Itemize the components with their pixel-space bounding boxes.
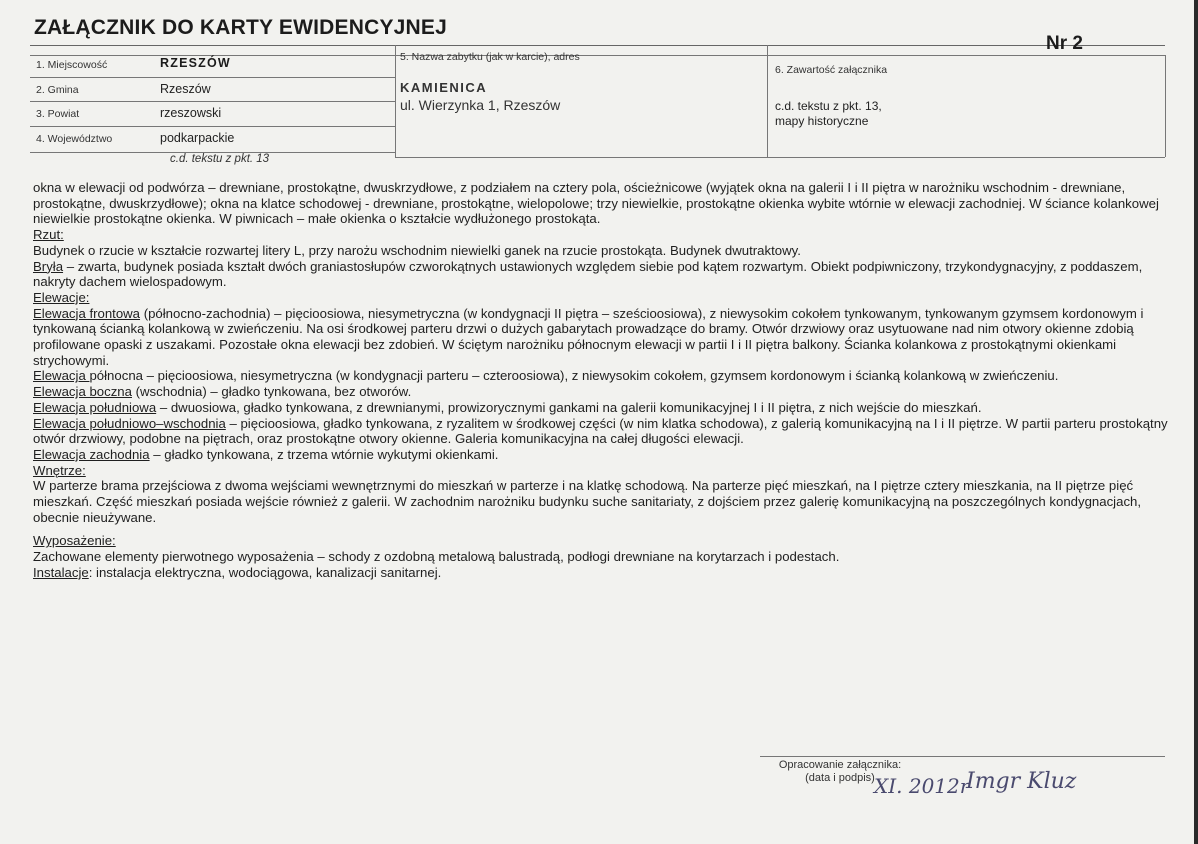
field-value-wojewodztwo: podkarpackie — [160, 131, 235, 145]
document-body — [33, 180, 1173, 581]
title-underline — [30, 45, 1165, 46]
heading-elewacja-frontowa: Elewacja frontowa — [33, 305, 141, 321]
field-label-miejscowosc: 1. Miejscowość — [36, 59, 108, 71]
heading-wyposazenie: Wyposażenie: — [33, 533, 116, 549]
date-signature-label: (data i podpis) — [805, 772, 875, 784]
signature-top-line — [760, 756, 1165, 757]
form-divider — [1165, 55, 1166, 157]
heading-elewacja-boczna: Elewacja boczna — [33, 384, 132, 400]
heading-rzut: Rzut: — [33, 227, 64, 243]
field-label-wojewodztwo: 4. Województwo — [36, 133, 113, 145]
content-line-1: c.d. tekstu z pkt. 13, — [775, 99, 882, 113]
form-divider — [395, 45, 396, 157]
heading-elewacja-polnocna: Elewacja — [33, 368, 90, 384]
paragraph-rzut: Budynek o rzucie w kształcie rozwartej litery L, przy narożu wschodnim niewielki ganek na rzucie prostokąta. Budynek dwutraktowy. — [33, 242, 801, 258]
heading-elewacja-zachodnia: Elewacja zachodnia — [33, 446, 150, 462]
heading-elewacja-pld-wsch: Elewacja południowo–wschodnia — [33, 415, 226, 431]
paragraph-elewacja-pld-wsch: – pięcioosiowa, gładko tynkowana, z ryzalitem w środkowej części (w nim klatka schodowa), z galerią komunikacyjną na I i II piętrze. W partii parteru prostokątny otwór drzwiowy, podobne na piętrach, oraz prostokątne otwory okienne. Galeria komunikacyjna na całej długości elewacji. — [33, 415, 1168, 447]
paragraph-elewacja-frontowa: (północno-zachodnia) – pięcioosiowa, niesymetryczna (w kondygnacji II piętra – sześcioosiowa), z niewysokim cokołem tynkowanym, tynkowanym gzymsem kordonowym i tynkowaną ścianką kolankową w zwieńczeniu. Na osi środkowej parteru drzwi o dużych gabarytach prowadzące do bramy. Otwór drzwiowy oraz usytuowane nad nim otwory okienne zdobią profilowane opaski z uszakami. Pozostałe okna elewacji bez zdobień. W ściętym narożniku północnym elewacji w partii I i II piętra balkony. Ścianka kolankowa z prostokątnymi okienkami strychowymi. — [33, 305, 1144, 368]
form-row-line — [30, 101, 395, 102]
form-bottom-line — [395, 157, 1165, 158]
heading-instalacje: Instalacje — [33, 564, 89, 580]
form-divider — [767, 45, 768, 157]
form-row-line — [30, 77, 395, 78]
paragraph-okna: okna w elewacji od podwórza – drewniane, prostokątne, dwuskrzydłowe, z podziałem na cztery pola, ościeżnicowe (wyjątek okna na galerii I i II piętra w narożniku wschodnim - drewniane, prostokątne, dwuskrzydłowe); okna na klatce schodowej - drewniane, prostokątne, wielopolowe; trzy niewielkie, prostokątne okienka wybite wtórnie w elewacji zachodniej. W ściance kolankowej niewielkie prostokątne okienka. W piwnicach – małe okienka o kształcie wydłużonego prostokąta. — [33, 180, 1159, 227]
form-row-line — [30, 126, 395, 127]
attachment-number: Nr 2 — [1046, 33, 1083, 54]
field-label-gmina: 2. Gmina — [36, 84, 79, 96]
content-label: 6. Zawartość załącznika — [775, 64, 888, 76]
monument-name: KAMIENICA — [400, 80, 488, 95]
field-value-miejscowosc: RZESZÓW — [160, 56, 231, 70]
paragraph-elewacja-zachodnia: – gładko tynkowana, z trzema wtórnie wykutymi okienkami. — [149, 446, 499, 462]
paragraph-bryla: – zwarta, budynek posiada kształt dwóch graniastosłupów czworokątnych ustawionych względem siebie pod kątem rozwartym. Obiekt podpiwniczony, trzykondygnacyjny, z poddaszem, nakryty dachem wielospadowym. — [33, 258, 1143, 290]
paragraph-elewacja-boczna: (wschodnia) – gładko tynkowana, bez otworów. — [131, 384, 412, 400]
page-title: ZAŁĄCZNIK DO KARTY EWIDENCYJNEJ — [34, 16, 448, 39]
paragraph-elewacja-poludniowa: – dwuosiowa, gładko tynkowana, z drewnianymi, prowizorycznymi gankami na galerii komunikacyjnej I i II piętra, z nich wejście do mieszkań. — [156, 399, 982, 415]
paragraph-wyposazenie: Zachowane elementy pierwotnego wyposażenia – schody z ozdobną metalową balustradą, podłogi drewniane na korytarzach i podestach. — [33, 549, 840, 565]
handwritten-signature: Imgr Kluz — [966, 769, 1077, 794]
content-line-2: mapy historyczne — [775, 114, 869, 128]
heading-elewacje: Elewacje: — [33, 289, 90, 305]
continuation-note: c.d. tekstu z pkt. 13 — [170, 153, 270, 165]
scan-edge — [1194, 0, 1198, 844]
paragraph-instalacje: : instalacja elektryczna, wodociągowa, kanalizacji sanitarnej. — [88, 564, 442, 580]
paragraph-wnetrze: W parterze brama przejściowa z dwoma wejściami wewnętrznymi do mieszkań w parterze i na klatkę schodową. Na parterze pięć mieszkań, na I piętrze cztery mieszkania, na II piętrze pięć mieszkań. Część mieszkań posiada wejście również z galerii. W zachodnim narożniku budynku suche sanitariaty, z dojściem przez galerię komunikacyjną na poszczególnych kondygnacjach, obecnie nieużywane. — [33, 478, 1142, 525]
paragraph-elewacja-polnocna: północna – pięcioosiowa, niesymetryczna (w kondygnacji parteru – czteroosiowa), z niewysokim cokołem, gzymsem kordonowym i ścianką kolankową w zwieńczeniu. — [89, 368, 1059, 384]
monument-label: 5. Nazwa zabytku (jak w karcie), adres — [400, 51, 580, 63]
field-value-powiat: rzeszowski — [160, 106, 222, 120]
monument-address: ul. Wierzynka 1, Rzeszów — [400, 97, 561, 113]
heading-bryla: Bryła — [33, 258, 64, 274]
heading-wnetrze: Wnętrze: — [33, 462, 86, 478]
handwritten-date: XI. 2012r — [874, 774, 970, 798]
field-label-powiat: 3. Powiat — [36, 108, 80, 120]
prepared-by-label: Opracowanie załącznika: — [778, 759, 902, 771]
heading-elewacja-poludniowa: Elewacja południowa — [33, 399, 157, 415]
field-value-gmina: Rzeszów — [160, 82, 211, 96]
